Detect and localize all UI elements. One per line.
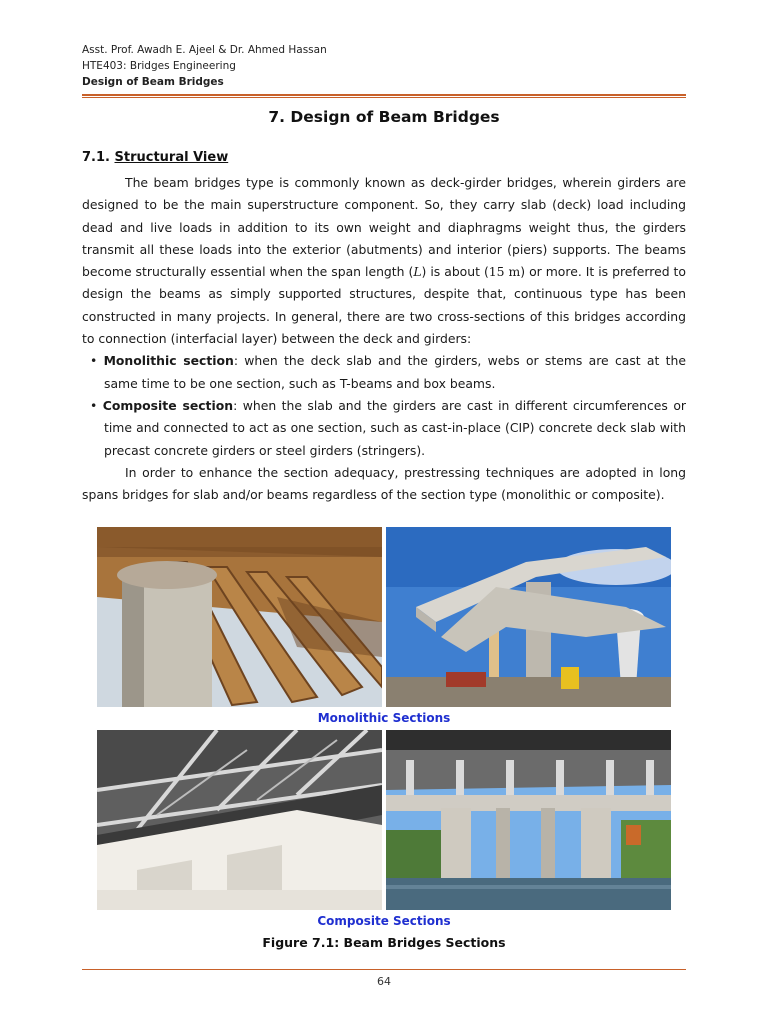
- caption-composite: Composite Sections: [317, 914, 451, 928]
- header-rule-thin: [82, 97, 686, 98]
- section-heading: [82, 150, 228, 165]
- span-length-value: 15 m: [488, 264, 521, 280]
- header-rule: [82, 94, 686, 96]
- paragraph-text: ) is about (: [421, 264, 489, 280]
- paragraph-text: The beam bridges type is commonly known as deck-girder bridges, wherein girders are designed to be the main superstructure component. So, they carry slab (deck) load including dead and live loads in addition to its own weight and diaphragms weight thus, the girders transmit all these loads into the exterior (abutments) and interior (piers) supports. The beams become structurally essential when the span length (: [82, 175, 686, 280]
- photo-composite-bridge-water: [386, 730, 671, 910]
- header-chapter: Design of Beam Bridges: [82, 76, 224, 88]
- section-number: 7.1.: [82, 150, 110, 165]
- photo-monolithic-box-girder: [386, 527, 671, 707]
- paragraph-structural-view: [82, 172, 686, 350]
- bullet-monolithic: • Monolithic section: when the deck slab and the girders, webs or stems are cast at the same time to be one section, such as T-beams and box beams.: [90, 353, 686, 391]
- span-length-symbol: L: [413, 264, 422, 280]
- bullet-term: Monolithic section: [103, 353, 234, 369]
- paragraph-text: ) or more. It is preferred to design the beams as simply supported structures, despite that, continuous type has been constructed in many projects. In general, there are two cross-sections of this bridges according to connection (interfacial layer) between the deck and girders:: [82, 264, 686, 347]
- bullet-composite: • Composite section: when the slab and the girders are cast in different circumferences or time and connected to act as one section, such as cast-in-place (CIP) concrete deck slab with precast concrete girders or steel girders (stringers).: [90, 397, 687, 458]
- body-text: [82, 172, 686, 506]
- page-title: 7. Design of Beam Bridges: [268, 108, 500, 126]
- bullet-term: Composite section: [102, 397, 234, 413]
- figure-caption: Figure 7.1: Beam Bridges Sections: [262, 935, 506, 950]
- header-course: HTE403: Bridges Engineering: [82, 60, 236, 72]
- photo-monolithic-tbeam: [97, 527, 382, 707]
- section-title: Structural View: [114, 150, 229, 165]
- caption-monolithic: Monolithic Sections: [317, 711, 451, 725]
- header-authors: Asst. Prof. Awadh E. Ajeel & Dr. Ahmed Hassan: [82, 44, 327, 56]
- page-number: 64: [377, 975, 391, 988]
- bullet-text: : when the deck slab and the girders, webs or stems are cast at the same time to be one section, such as T-beams and box beams.: [104, 353, 686, 391]
- bullet-text: : when the slab and the girders are cast in different circumferences or time and connected to act as one section, such as cast-in-place (CIP) concrete deck slab with precast concrete girders or steel girders (stringers).: [104, 397, 687, 458]
- paragraph-prestressing: In order to enhance the section adequacy, prestressing techniques are adopted in long spans bridges for slab and/or beams regardless of the section type (monolithic or composite).: [82, 464, 686, 503]
- page-header: [82, 42, 327, 90]
- footer-rule: [82, 969, 686, 970]
- photo-composite-steel-girder: [97, 730, 382, 910]
